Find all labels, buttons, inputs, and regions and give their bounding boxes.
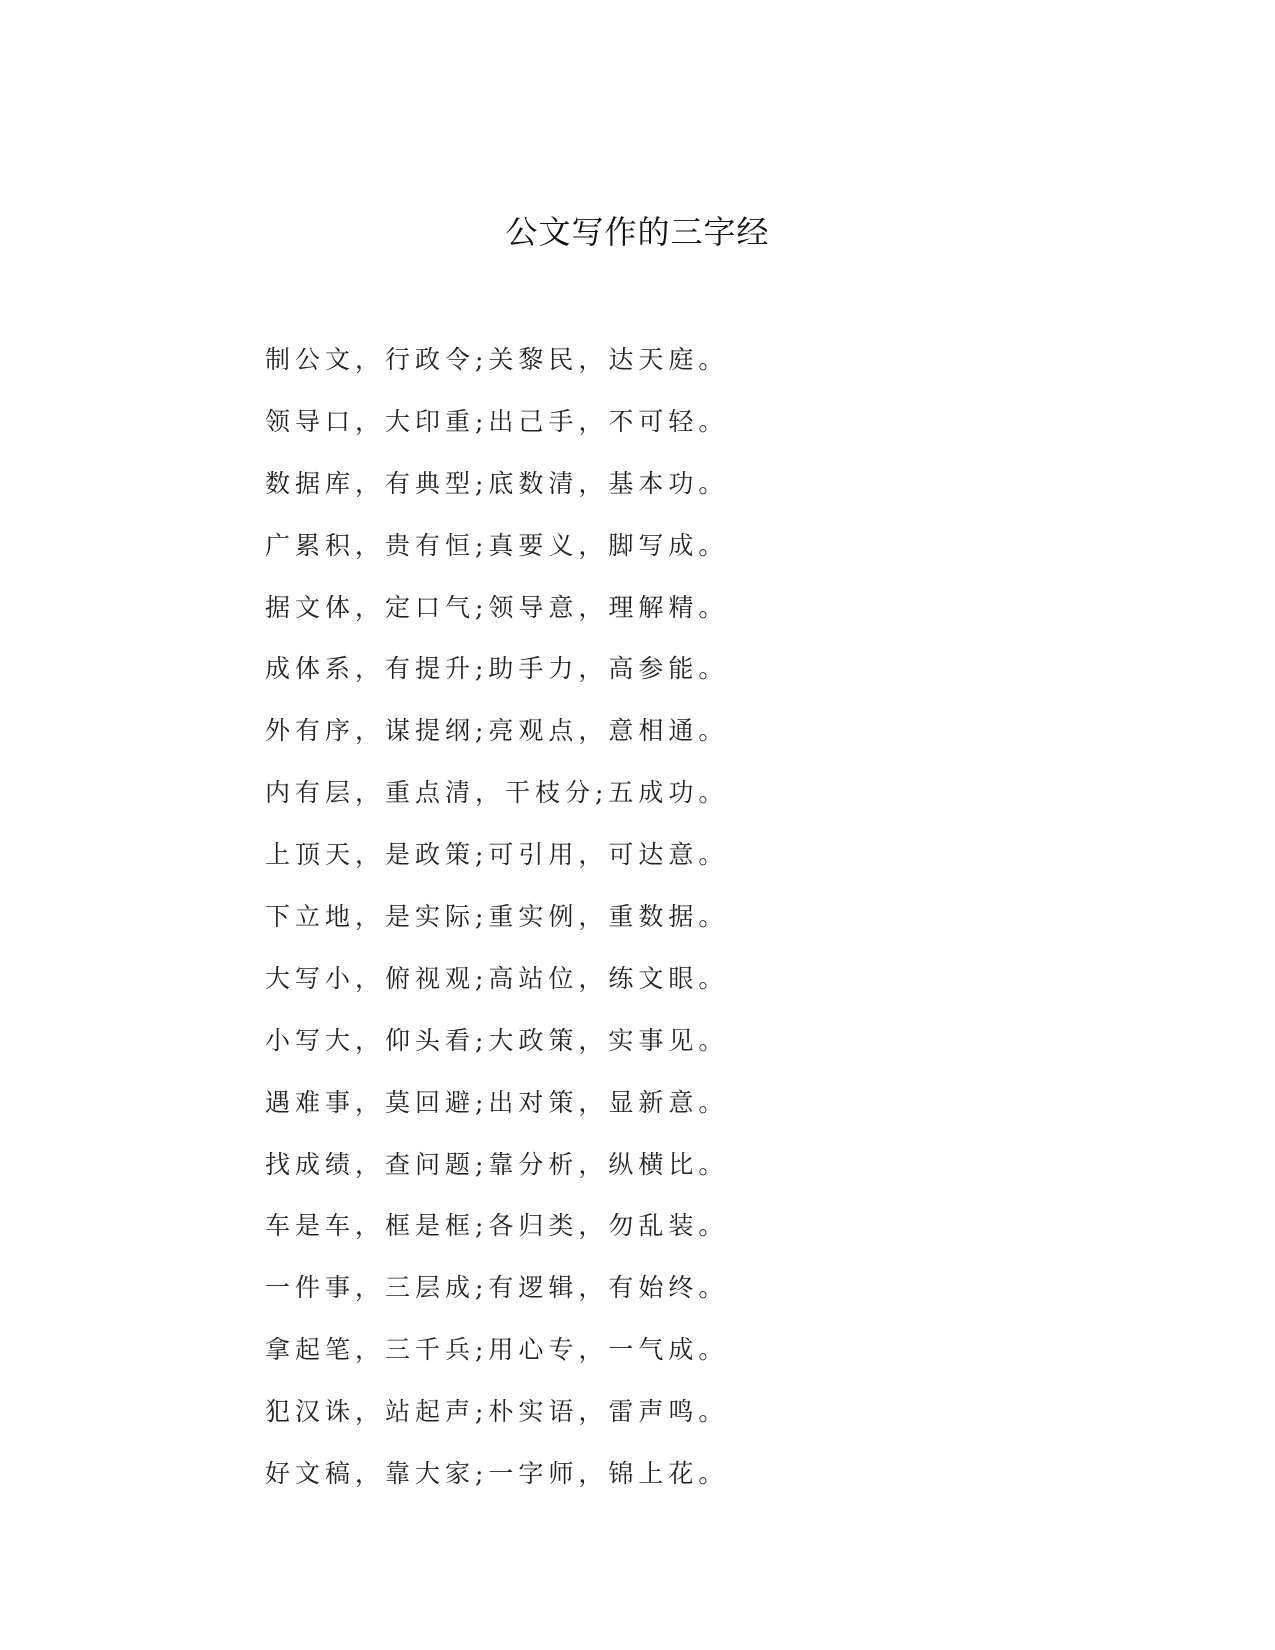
document-title: 公文写作的三字经	[505, 213, 770, 251]
verse-line: 找成绩，查问题;靠分析，纵横比。	[265, 1149, 729, 1179]
verse-line: 小写大，仰头看;大政策，实事见。	[265, 1025, 729, 1055]
verse-line: 外有序，谋提纲;亮观点，意相通。	[265, 716, 729, 746]
verse-line: 拿起笔，三千兵;用心专，一气成。	[265, 1335, 729, 1365]
verse-line: 制公文，行政令;关黎民，达天庭。	[265, 345, 729, 374]
verse-line: 好文稿，靠大家;一字师，锦上花。	[265, 1459, 729, 1489]
verse-line: 内有层，重点清，干枝分;五成功。	[265, 778, 729, 808]
verse-line: 犯汉诛，站起声;朴实语，雷声鸣。	[265, 1397, 729, 1427]
verse-line: 大写小，俯视观;高站位，练文眼。	[265, 963, 729, 993]
verse-line: 一件事，三层成;有逻辑，有始终。	[265, 1273, 729, 1303]
verse-line: 车是车，框是框;各归类，勿乱装。	[265, 1211, 729, 1241]
verse-line: 领导口，大印重;出己手，不可轻。	[265, 406, 729, 436]
verse-line: 上顶天，是政策;可引用，可达意。	[265, 840, 729, 870]
verse-line: 广累积，贵有恒;真要义，脚写成。	[265, 530, 729, 560]
verse-line: 成体系，有提升;助手力，高参能。	[265, 654, 729, 684]
verse-line: 下立地，是实际;重实例，重数据。	[265, 902, 729, 932]
verse-line: 数据库，有典型;底数清，基本功。	[265, 468, 729, 498]
verse-line: 遇难事，莫回避;出对策，显新意。	[265, 1087, 729, 1117]
verse-list	[265, 329, 728, 1505]
verse-line: 据文体，定口气;领导意，理解精。	[265, 592, 729, 622]
